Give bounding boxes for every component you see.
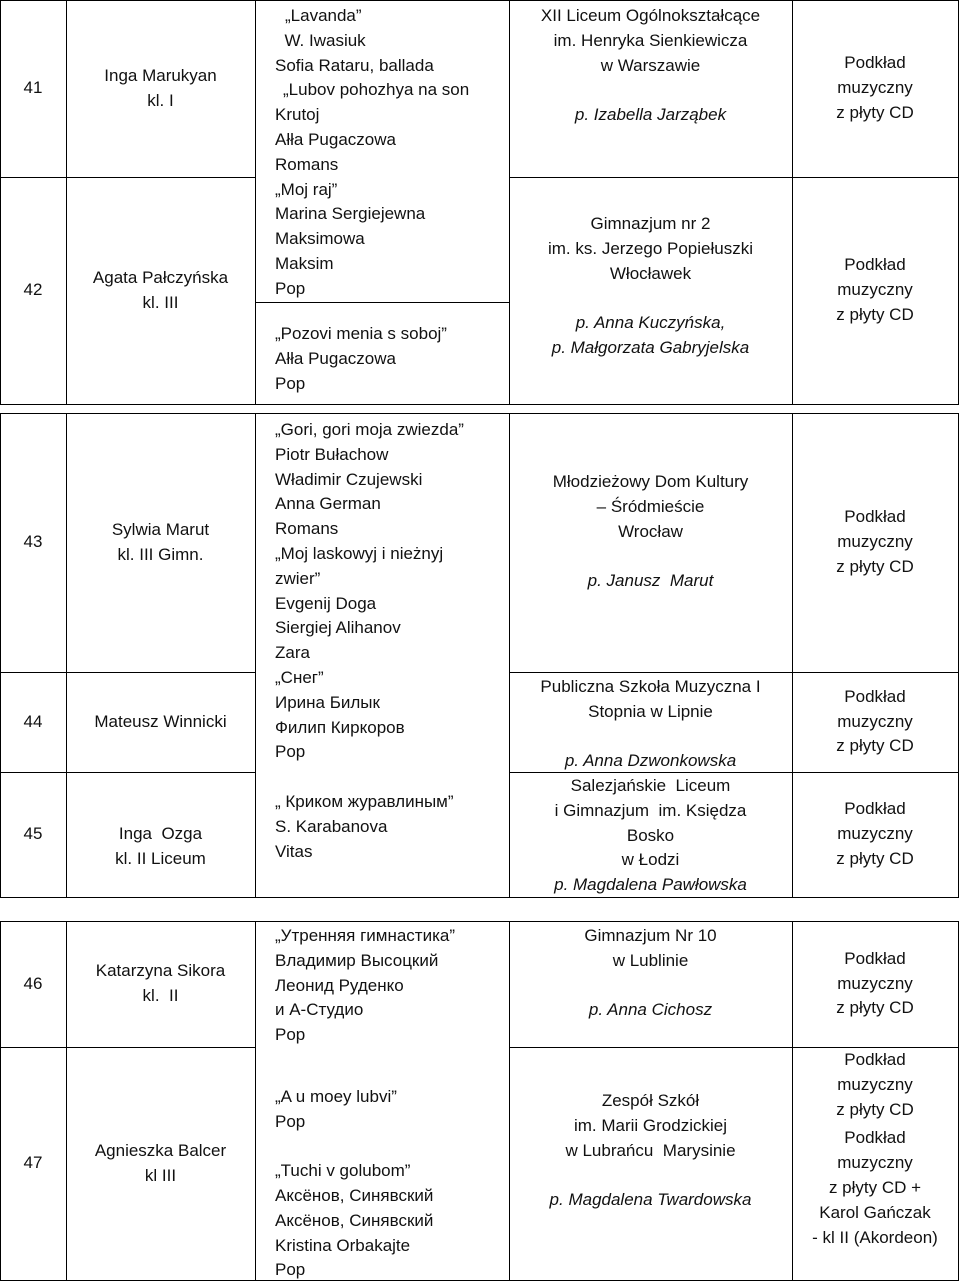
accompaniment-line: muzyczny (837, 532, 913, 552)
accompaniment-cell (792, 772, 958, 897)
song-line: Pop (275, 1111, 306, 1131)
accompaniment-cell (792, 672, 958, 772)
song-line: Sofia Rataru, ballada (275, 55, 434, 75)
school-line: Włocławek (609, 263, 692, 283)
accompaniment-line: z płyty CD (836, 848, 914, 868)
song-line: W. Iwasiuk (275, 30, 366, 50)
school-line: XII Liceum Ogólnokształcące (540, 6, 761, 25)
school-line: w Łodzi (621, 850, 680, 870)
participant-name-cell (66, 1047, 255, 1280)
accompaniment-line: muzyczny (837, 1153, 913, 1173)
song-line: Siergiej Alihanov (275, 618, 401, 638)
school-cell (509, 212, 792, 361)
accompaniment-line: Podkład (844, 686, 906, 706)
accompaniment-line: muzyczny (837, 973, 913, 993)
school-line: Gimnazjum Nr 10 (584, 926, 717, 945)
teacher-name: p. Janusz Marut (587, 571, 714, 591)
participant-class: kl. III (142, 292, 179, 312)
table3-col-line (958, 921, 959, 1281)
row-number-text: 43 (23, 532, 43, 552)
song-title: „Moj raj” (275, 179, 338, 199)
repertoire-cell (255, 322, 509, 396)
participant-name: Katarzyna Sikora (95, 961, 226, 981)
teacher-name: p. Magdalena Twardowska (549, 1190, 752, 1210)
accompaniment-cell (792, 0, 958, 177)
song-line: Romans (275, 154, 339, 174)
song-line: Ałła Pugaczowa (275, 129, 396, 149)
school-line: i Gimnazjum im. Księdza (554, 800, 747, 820)
participant-name: Mateusz Winnicki (94, 711, 227, 731)
row-number (0, 0, 66, 177)
song-line: Władimir Czujewski (275, 469, 423, 489)
accompaniment-cell (792, 413, 958, 672)
accompaniment-line: Podkład (844, 1050, 906, 1069)
accompaniment-line: Podkład (844, 1128, 906, 1148)
teacher-name: p. Anna Cichosz (588, 1000, 713, 1020)
accompaniment-line: z płyty CD (836, 998, 914, 1018)
table1-bottom-border (0, 404, 959, 405)
school-line: im. ks. Jerzego Popiełuszki (547, 238, 754, 258)
row-number (0, 413, 66, 672)
participant-name-cell (66, 177, 255, 404)
row-number-text: 42 (23, 280, 43, 300)
song-line: Vitas (275, 841, 313, 861)
accompaniment-line: z płyty CD (836, 102, 914, 122)
accompaniment-line: z płyty CD (836, 1099, 914, 1119)
participant-class: kl. II Liceum (115, 849, 206, 868)
participant-name: Agnieszka Balcer (94, 1140, 227, 1160)
school-line: w Lublinie (612, 950, 689, 970)
accompaniment-line: Podkład (844, 507, 906, 527)
song-title: „Gori, gori moja zwiezda” (275, 420, 464, 439)
table1-row-divider-rep (255, 302, 509, 303)
accompaniment-line: z płyty CD (836, 556, 914, 576)
song-line: Ałła Pugaczowa (275, 348, 396, 368)
accompaniment-line: muzyczny (837, 78, 913, 98)
song-line: Krutoj (275, 105, 320, 125)
song-line: Pop (275, 278, 306, 298)
school-line: im. Marii Grodzickiej (573, 1115, 728, 1135)
school-line: Publiczna Szkoła Muzyczna I (540, 677, 761, 696)
participant-name: Inga Marukyan (104, 65, 217, 85)
song-line: Аксёнов, Синявский (275, 1210, 434, 1230)
song-line: Romans (275, 519, 339, 539)
song-line: Kristina Orbakajte (275, 1235, 411, 1255)
participant-name: Inga Ozga (118, 824, 203, 844)
school-cell (509, 924, 792, 1023)
school-line: Wrocław (618, 521, 683, 541)
teacher-name: p. Anna Dzwonkowska (564, 751, 737, 771)
song-line: Maksimowa (275, 229, 365, 249)
song-title: „Pozovi menia s soboj” (275, 324, 447, 343)
song-line: Marina Sergiejewna (275, 204, 426, 224)
accompaniment-line: - kl II (Akordeon) (812, 1227, 938, 1247)
accompaniment-line: muzyczny (837, 1074, 913, 1094)
repertoire-cell (255, 924, 509, 1283)
song-line: Pop (275, 1260, 306, 1280)
accompaniment-cell (792, 177, 958, 404)
row-number-text: 45 (23, 824, 43, 844)
accompaniment-line: Podkład (844, 948, 906, 968)
song-line: и А-Студио (275, 1000, 364, 1020)
song-line: Аксёнов, Синявский (275, 1185, 434, 1205)
accompaniment-line: Podkład (844, 53, 906, 73)
song-line: Ирина Билык (275, 692, 380, 712)
school-line: Bosko (626, 825, 675, 845)
participant-class: kl. III Gimn. (117, 544, 204, 564)
accompaniment-line: z płyty CD (836, 736, 914, 756)
accompaniment-line: z płyty CD + (828, 1177, 922, 1197)
participant-class: kl. I (147, 90, 174, 110)
song-line: zwier” (275, 568, 321, 588)
song-title: „Утренняя гимнастика” (275, 926, 456, 945)
song-line: Anna German (275, 494, 381, 514)
row-number (0, 772, 66, 897)
row-number (0, 1047, 66, 1280)
row-number-text: 44 (23, 711, 43, 731)
participant-class: kl III (144, 1165, 177, 1185)
song-spacer (275, 1134, 509, 1159)
school-cell (509, 4, 792, 128)
accompaniment-cell (792, 921, 958, 1047)
school-line: – Śródmieście (596, 496, 705, 516)
teacher-name: p. Anna Kuczyńska, (575, 313, 726, 333)
accompaniment-line: muzyczny (837, 711, 913, 731)
school-cell (509, 774, 792, 898)
participant-name-cell (66, 0, 255, 177)
repertoire-cell (255, 418, 509, 864)
participant-class: kl. II (142, 986, 179, 1005)
row-number (0, 672, 66, 772)
song-title: „Lubov pohozhya na son (283, 80, 470, 100)
song-line: Филип Киркоров (275, 717, 405, 737)
school-cell (509, 1089, 792, 1213)
song-line: Zara (275, 643, 310, 663)
participant-name: Sylwia Marut (111, 519, 210, 539)
accompaniment-cell (792, 1048, 958, 1250)
row-number-text: 41 (23, 78, 43, 98)
accompaniment-line: z płyty CD (836, 304, 914, 324)
teacher-name: p. Magdalena Pawłowska (554, 875, 747, 895)
accompaniment-line: muzyczny (837, 280, 913, 300)
table2-col-line (958, 413, 959, 898)
participant-name-cell (66, 921, 255, 1047)
accompaniment-line: Karol Gańczak (819, 1202, 931, 1222)
song-line: Pop (275, 742, 306, 762)
school-line: Stopnia w Lipnie (588, 701, 713, 721)
accompaniment-line: muzyczny (837, 824, 913, 844)
row-number (0, 177, 66, 404)
school-line: Zespół Szkół (601, 1091, 700, 1110)
school-line: Salezjańskie Liceum (570, 776, 731, 795)
song-line: Maksim (275, 253, 334, 273)
participant-name-cell (66, 672, 255, 772)
school-line: w Lubrańcu Marysinie (565, 1140, 736, 1160)
participant-name: Agata Pałczyńska (92, 267, 229, 287)
song-title: „A u moey lubvi” (275, 1086, 397, 1106)
song-line: Владимир Высоцкий (275, 950, 439, 970)
school-line: im. Henryka Sienkiewicza (553, 30, 748, 50)
school-cell (509, 470, 792, 594)
teacher-name: p. Izabella Jarząbek (574, 105, 727, 125)
song-spacer (275, 1048, 509, 1073)
repertoire-cell (255, 4, 509, 302)
song-title: „Lavanda” (285, 6, 362, 25)
song-title: „Tuchi v golubom” (275, 1161, 411, 1181)
school-cell (509, 675, 792, 774)
song-line: Pop (275, 1025, 306, 1045)
school-line: w Warszawie (600, 55, 701, 75)
row-number (0, 921, 66, 1047)
row-number-text: 46 (23, 973, 43, 993)
school-line: Młodzieżowy Dom Kultury (552, 472, 749, 491)
song-title: „Moj laskowyj i nieżnyj (275, 543, 444, 563)
song-title: „Снег” (275, 667, 324, 687)
table1-col-line (958, 0, 959, 405)
song-spacer (275, 765, 509, 790)
accompaniment-line: Podkład (844, 799, 906, 819)
participant-name-cell (66, 413, 255, 672)
song-line: Evgenij Doga (275, 593, 377, 613)
song-line: Леонид Руденко (275, 975, 404, 995)
accompaniment-line: Podkład (844, 255, 906, 275)
participant-name-cell (66, 772, 255, 922)
song-title: „ Криком журавлиным” (275, 791, 454, 811)
song-line: S. Karabanova (275, 816, 388, 836)
song-line: Piotr Bułachow (275, 444, 389, 464)
song-line: Pop (275, 373, 306, 393)
row-number-text: 47 (23, 1153, 43, 1173)
teacher-name: p. Małgorzata Gabryjelska (551, 337, 750, 357)
school-line: Gimnazjum nr 2 (590, 214, 711, 233)
